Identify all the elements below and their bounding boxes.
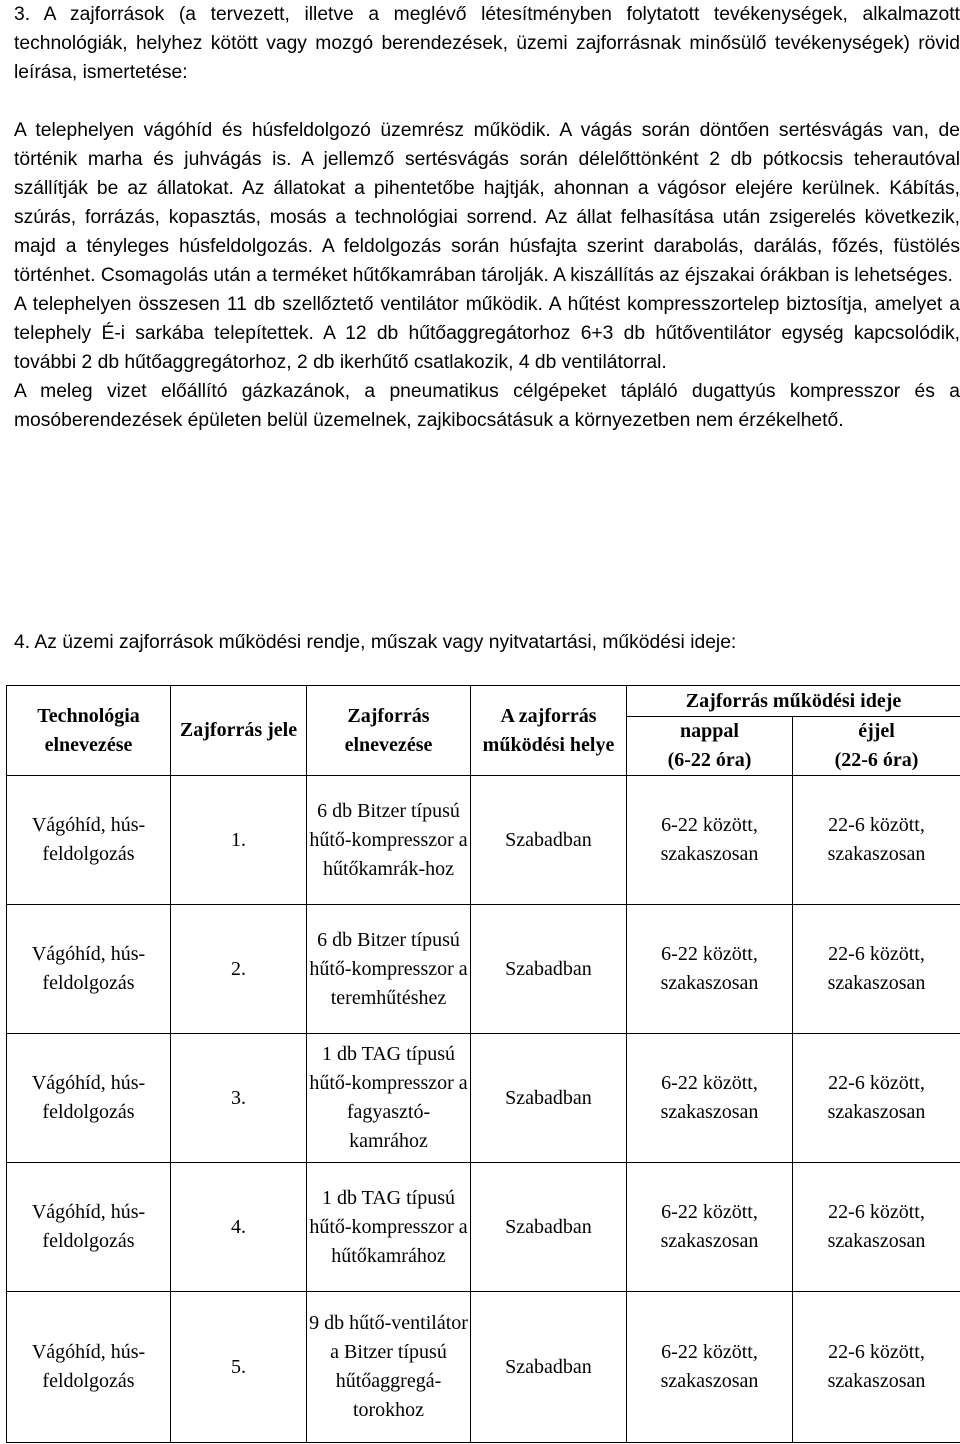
cell-id: 2. xyxy=(171,905,307,1034)
cell-technology: Vágóhíd, hús-feldolgozás xyxy=(7,1292,171,1443)
cell-technology: Vágóhíd, hús-feldolgozás xyxy=(7,776,171,905)
section-3-title: 3. A zajforrások (a tervezett, illetve a meglévő létesítményben folytatott tevékenységek, alkalmazott technológiák, helyhez kötött vagy mozgó berendezések, üzemi zajforrásnak minősülő tevékenységek) rövid leírása, ismertetése: xyxy=(14,4,960,83)
cell-name: 1 db TAG típusú hűtő-kompresszor a hűtőkamrához xyxy=(307,1163,471,1292)
cell-id: 4. xyxy=(171,1163,307,1292)
header-day-range: (6-22 óra) xyxy=(667,749,752,771)
cell-location: Szabadban xyxy=(471,1034,627,1163)
cell-location: Szabadban xyxy=(471,776,627,905)
table-row xyxy=(7,776,960,905)
cell-day: 6-22 között, szakaszosan xyxy=(627,776,793,905)
section-3 xyxy=(14,0,960,435)
cell-day: 6-22 között, szakaszosan xyxy=(627,1292,793,1443)
cell-day: 6-22 között, szakaszosan xyxy=(627,1034,793,1163)
header-night-range: (22-6 óra) xyxy=(834,749,919,771)
header-day xyxy=(627,717,793,776)
cell-technology: Vágóhíd, hús-feldolgozás xyxy=(7,1034,171,1163)
cell-location: Szabadban xyxy=(471,1163,627,1292)
cell-name: 6 db Bitzer típusú hűtő-kompresszor a teremhűtéshez xyxy=(307,905,471,1034)
table-row xyxy=(7,1292,960,1443)
header-technology: Technológia elnevezése xyxy=(7,686,171,776)
cell-id: 1. xyxy=(171,776,307,905)
cell-night: 22-6 között, szakaszosan xyxy=(793,776,960,905)
cell-id: 5. xyxy=(171,1292,307,1443)
cell-night: 22-6 között, szakaszosan xyxy=(793,905,960,1034)
cell-day: 6-22 között, szakaszosan xyxy=(627,905,793,1034)
cell-name: 9 db hűtő-ventilátor a Bitzer típusú hűtőaggregá-torokhoz xyxy=(307,1292,471,1443)
header-night-label: éjjel xyxy=(858,720,895,742)
cell-day: 6-22 között, szakaszosan xyxy=(627,1163,793,1292)
header-day-label: nappal xyxy=(680,720,739,742)
cell-technology: Vágóhíd, hús-feldolgozás xyxy=(7,905,171,1034)
cell-technology: Vágóhíd, hús-feldolgozás xyxy=(7,1163,171,1292)
header-operation: Zajforrás működési ideje xyxy=(627,686,960,717)
noise-source-table xyxy=(6,685,960,1443)
cell-id: 3. xyxy=(171,1034,307,1163)
header-location: A zajforrás működési helye xyxy=(471,686,627,776)
section-3-paragraph-1: A telephelyen vágóhíd és húsfeldolgozó üzemrész működik. A vágás során döntően sertésvágás van, de történik marha és juhvágás is. A jellemző sertésvágás során délelőttönként 2 db pótkocsis teherautóval szállítják be az állatokat. Az állatokat a pihentetőbe hajtják, ahonnan a vágósor elejére kerülnek. Kábítás, szúrás, forrázás, kopasztás, mosás a technológiai sorrend. Az állat felhasítása után zsigerelés következik, majd a tényleges húsfeldolgozás. A feldolgozás során húsfajta szerint darabolás, darálás, főzés, füstölés történhet. Csomagolás után a terméket hűtőkamrában tárolják. A kiszállítás az éjszakai órákban is lehetséges. xyxy=(14,120,960,286)
table-row xyxy=(7,1034,960,1163)
cell-name: 6 db Bitzer típusú hűtő-kompresszor a hűtőkamrák-hoz xyxy=(307,776,471,905)
section-3-paragraph-3: A meleg vizet előállító gázkazánok, a pneumatikus célgépeket tápláló dugattyús kompresszor és a mosóberendezések épületen belül üzemelnek, zajkibocsátásuk a környezetben nem érzékelhető. xyxy=(14,381,960,431)
table-row xyxy=(7,1163,960,1292)
cell-night: 22-6 között, szakaszosan xyxy=(793,1292,960,1443)
section-3-paragraph-2: A telephelyen összesen 11 db szellőztető ventilátor működik. A hűtést kompresszortelep biztosítja, amelyet a telephely É-i sarkába telepítettek. A 12 db hűtőaggregátorhoz 6+3 db hűtőventilátor egység kapcsolódik, további 2 db hűtőaggregátorhoz, 2 db ikerhűtő csatlakozik, 4 db ventilátorral. xyxy=(14,294,960,373)
section-4-title: 4. Az üzemi zajforrások működési rendje, műszak vagy nyitvatartási, működési ideje: xyxy=(14,632,737,653)
cell-night: 22-6 között, szakaszosan xyxy=(793,1163,960,1292)
table-row xyxy=(7,905,960,1034)
header-source-id: Zajforrás jele xyxy=(171,686,307,776)
cell-name: 1 db TAG típusú hűtő-kompresszor a fagyasztó-kamrához xyxy=(307,1034,471,1163)
cell-location: Szabadban xyxy=(471,905,627,1034)
header-night xyxy=(793,717,960,776)
header-source-name: Zajforrás elnevezése xyxy=(307,686,471,776)
cell-location: Szabadban xyxy=(471,1292,627,1443)
table-header-row xyxy=(7,686,960,717)
cell-night: 22-6 között, szakaszosan xyxy=(793,1034,960,1163)
